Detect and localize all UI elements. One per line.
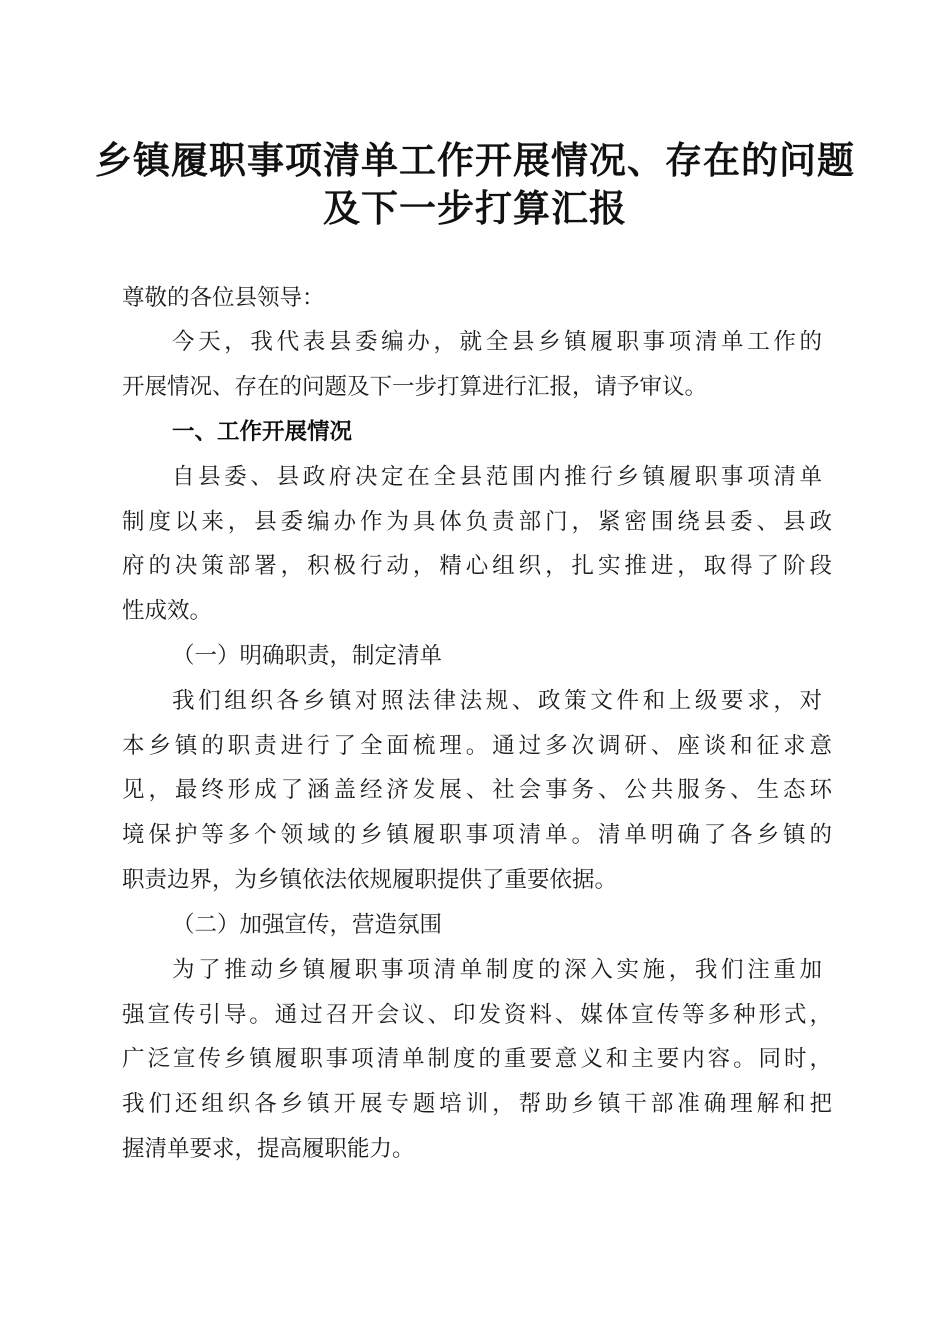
- paragraph-line: 今天，我代表县委编办，就全县乡镇履职事项清单工作的: [172, 329, 822, 355]
- paragraph-line: 见，最终形成了涵盖经济发展、社会事务、公共服务、生态环: [122, 777, 832, 803]
- document-title-line-1: 乡镇履职事项清单工作开展情况、存在的问题: [95, 138, 855, 182]
- section-heading: 一、工作开展情况: [172, 419, 353, 445]
- paragraph-line: 府的决策部署，积极行动，精心组织，扎实推进，取得了阶段: [122, 553, 832, 579]
- paragraph-line: 强宣传引导。通过召开会议、印发资料、媒体宣传等多种形式，: [122, 1002, 832, 1028]
- subsection-heading: （二）加强宣传，营造氛围: [172, 912, 443, 938]
- paragraph-line: 本乡镇的职责进行了全面梳理。通过多次调研、座谈和征求意: [122, 733, 832, 759]
- paragraph-line: 我们组织各乡镇对照法律法规、政策文件和上级要求，对: [172, 688, 822, 714]
- paragraph-line: 制度以来，县委编办作为具体负责部门，紧密围绕县委、县政: [122, 509, 832, 535]
- paragraph-line: 职责边界，为乡镇依法依规履职提供了重要依据。: [122, 867, 618, 893]
- paragraph-line: 广泛宣传乡镇履职事项清单制度的重要意义和主要内容。同时，: [122, 1046, 832, 1072]
- paragraph-line: 性成效。: [122, 598, 213, 624]
- paragraph-line: 我们还组织各乡镇开展专题培训，帮助乡镇干部准确理解和把: [122, 1091, 832, 1117]
- paragraph-line: 境保护等多个领域的乡镇履职事项清单。清单明确了各乡镇的: [122, 822, 832, 848]
- paragraph-line: 自县委、县政府决定在全县范围内推行乡镇履职事项清单: [172, 464, 822, 490]
- paragraph-line: 握清单要求，提高履职能力。: [122, 1136, 415, 1162]
- salutation: 尊敬的各位县领导：: [122, 285, 325, 311]
- document-title-line-2: 及下一步打算汇报: [323, 186, 627, 230]
- subsection-heading: （一）明确职责，制定清单: [172, 643, 443, 669]
- paragraph-line: 开展情况、存在的问题及下一步打算进行汇报，请予审议。: [122, 374, 708, 400]
- paragraph-line: 为了推动乡镇履职事项清单制度的深入实施，我们注重加: [172, 957, 822, 983]
